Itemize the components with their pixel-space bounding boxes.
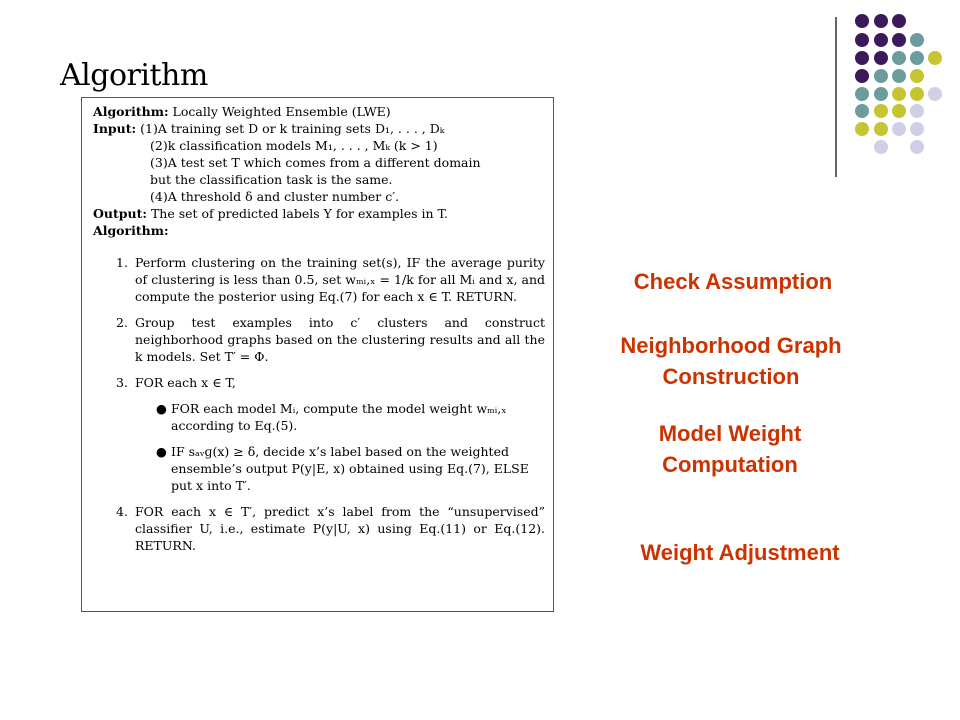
step-3-bullet-2 (93, 443, 545, 494)
annotation-neighborhood-graph (572, 330, 890, 392)
step-number: 1. (116, 255, 128, 270)
annotation-model-weight (590, 418, 870, 480)
decorative-dot (910, 33, 924, 47)
input-item-4: (4)A threshold δ and cluster number c′. (150, 189, 400, 204)
algorithm-header-text: Locally Weighted Ensemble (LWE) (172, 104, 391, 119)
step-number: 3. (116, 375, 128, 390)
step-text: FOR each x ∈ T, (135, 375, 236, 390)
input-item-3: (3)A test set T which comes from a different domain (150, 155, 481, 170)
step-3-bullet-1 (93, 400, 545, 434)
algorithm-step-3 (93, 374, 545, 391)
step-text: Perform clustering on the training set(s), IF the average purity of clustering is less than 0.5, set wₘᵢ,ₓ = 1/k for all Mᵢ and x, and compute the posterior using Eq.(7) for each x ∈ T. RETURN. (135, 255, 545, 304)
step-number: 4. (116, 504, 128, 519)
decorative-dot (910, 51, 924, 65)
decorative-dot (855, 69, 869, 83)
step-text: FOR each x ∈ T′, predict x’s label from the “unsupervised” classifier U, i.e., estimate P(y|U, x) using Eq.(11) or Eq.(12). RETURN. (135, 504, 545, 553)
output-text: The set of predicted labels Y for examples in T. (150, 206, 449, 221)
decorative-dot (910, 104, 924, 118)
decorative-dot (874, 69, 888, 83)
decorative-dot (874, 33, 888, 47)
decorative-dot (855, 87, 869, 101)
decorative-dot (855, 51, 869, 65)
decorative-dot (910, 87, 924, 101)
decorative-dot (928, 87, 942, 101)
step-text: Group test examples into c′ clusters and construct neighborhood graphs based on the clustering results and all the k models. Set T′ = Φ. (135, 315, 545, 364)
decorative-dot (874, 104, 888, 118)
decorative-dot (892, 122, 906, 136)
algorithm-header (93, 103, 545, 120)
decorative-dot (892, 14, 906, 28)
decorative-dot (855, 122, 869, 136)
bullet-icon: ● (156, 444, 167, 459)
decorative-dot (874, 14, 888, 28)
output-line (93, 205, 545, 222)
annotation-line: Computation (662, 452, 798, 477)
decorative-dot (892, 87, 906, 101)
decorative-dot (910, 122, 924, 136)
decorative-dot (874, 87, 888, 101)
decorative-dot (874, 140, 888, 154)
step-number: 2. (116, 315, 128, 330)
annotation-check-assumption: Check Assumption (633, 269, 833, 294)
decorative-dot (855, 33, 869, 47)
output-label: Output: (93, 206, 147, 221)
bullet-text: IF sₐᵥɡ(x) ≥ δ, decide x’s label based on the weighted ensemble’s output P(y|E, x) obtained using Eq.(7), ELSE put x into T′. (171, 444, 529, 493)
input-item-1: (1)A training set D or k training sets D₁, . . . , Dₖ (140, 121, 445, 136)
decorative-dot (892, 33, 906, 47)
algorithm-step-1 (93, 254, 545, 305)
algorithm-header-label: Algorithm: (93, 104, 169, 119)
decorative-dot (874, 122, 888, 136)
algorithm-box (81, 97, 554, 612)
annotation-weight-adjustment: Weight Adjustment (640, 540, 840, 565)
bullet-icon: ● (156, 401, 167, 416)
decorative-dot (855, 104, 869, 118)
decorative-dot (892, 104, 906, 118)
input-item-2: (2)k classification models M₁, . . . , Mₖ (k > 1) (150, 138, 438, 153)
annotation-line: Model Weight (658, 421, 802, 446)
decorative-dot (892, 51, 906, 65)
algorithm-steps-label: Algorithm: (93, 223, 169, 238)
decorative-dot (892, 69, 906, 83)
decorative-dot (855, 14, 869, 28)
decorative-dot (910, 69, 924, 83)
bullet-text: FOR each model Mᵢ, compute the model weight wₘᵢ,ₓ according to Eq.(5). (171, 401, 507, 433)
input-label: Input: (93, 121, 137, 136)
decorative-dot (910, 140, 924, 154)
algorithm-step-2 (93, 314, 545, 365)
annotation-line: Neighborhood Graph (620, 333, 842, 358)
decorative-dot (928, 51, 942, 65)
decorative-divider-line (835, 17, 837, 177)
input-line-1 (93, 120, 545, 137)
slide-title: Algorithm (60, 58, 208, 93)
annotation-line: Construction (662, 364, 800, 389)
algorithm-step-4 (93, 503, 545, 554)
algorithm-content (93, 103, 545, 554)
decorative-dot (874, 51, 888, 65)
input-item-3-cont: but the classification task is the same. (150, 172, 393, 187)
